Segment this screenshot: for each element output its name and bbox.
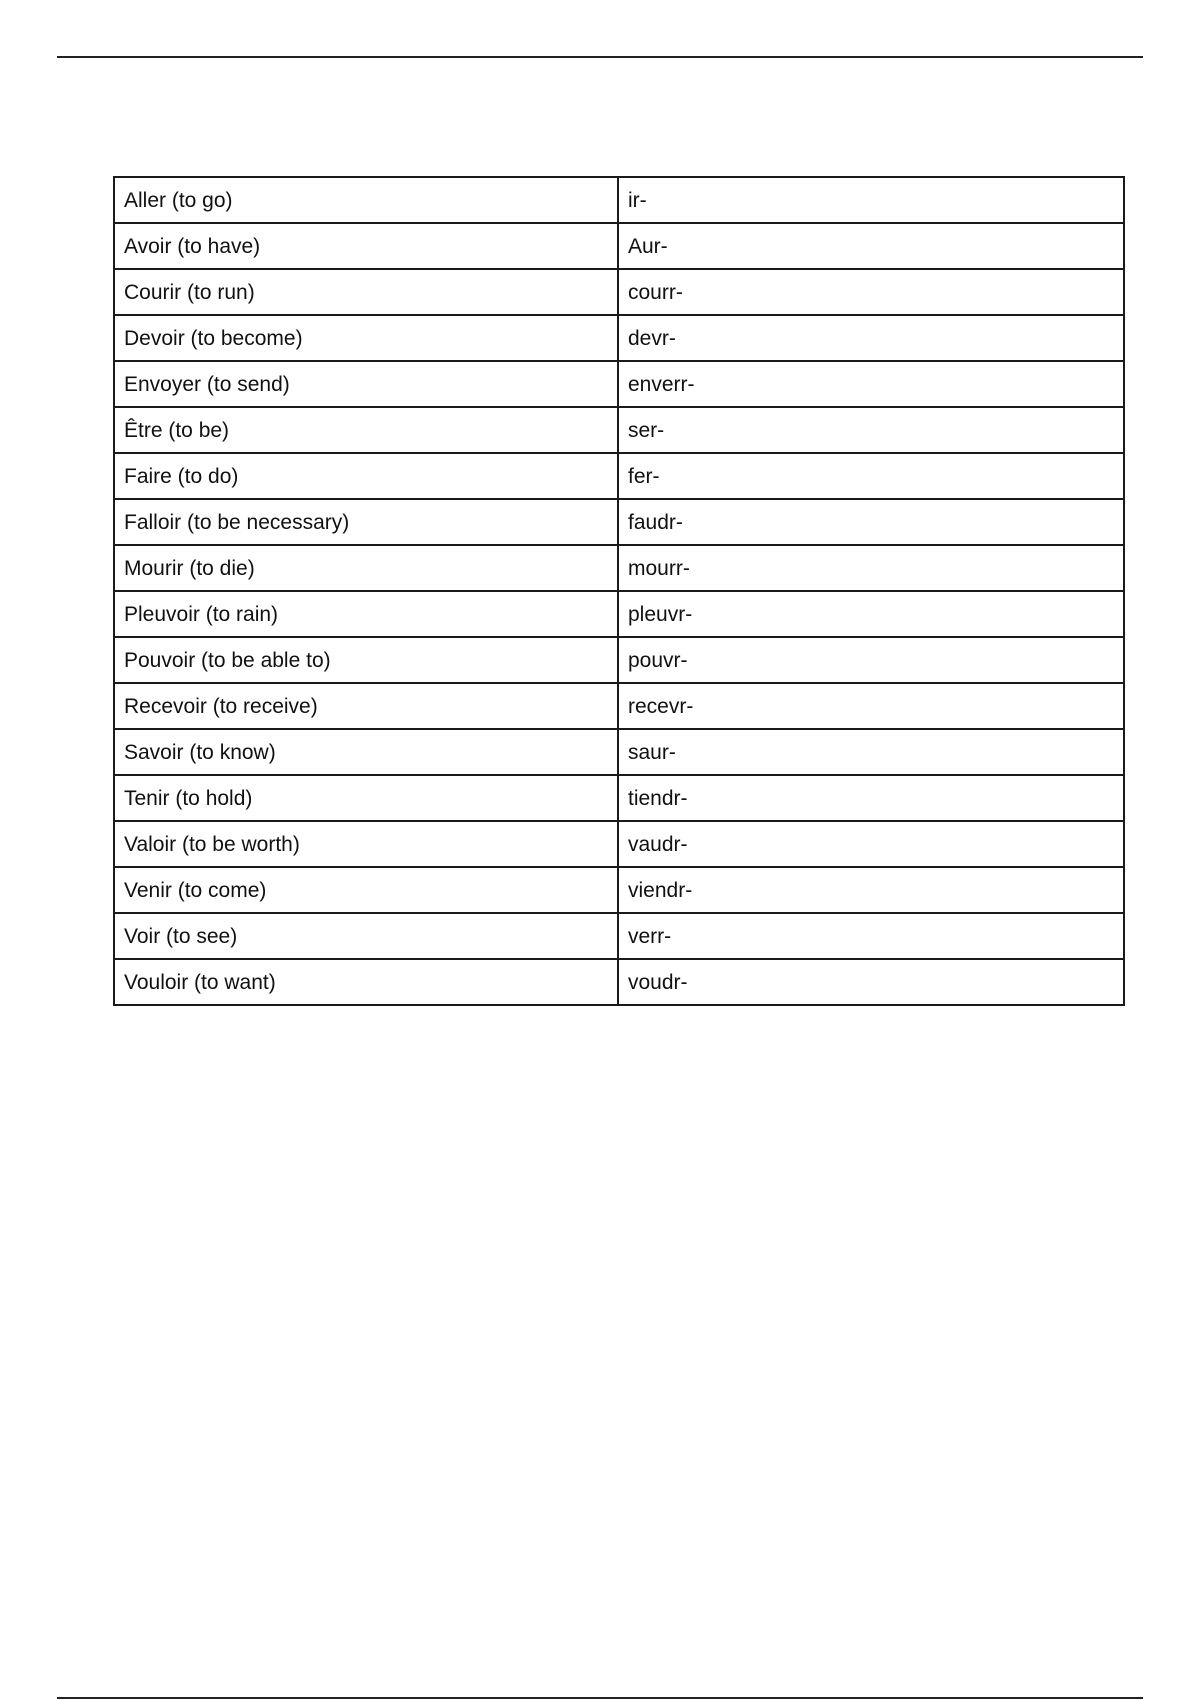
verb-cell: Envoyer (to send) <box>114 361 618 407</box>
verb-cell: Voir (to see) <box>114 913 618 959</box>
table-row <box>114 361 1124 407</box>
stem-cell: Aur- <box>618 223 1124 269</box>
stem-cell: enverr- <box>618 361 1124 407</box>
stem-cell: voudr- <box>618 959 1124 1005</box>
verb-cell: Mourir (to die) <box>114 545 618 591</box>
verb-cell: Valoir (to be worth) <box>114 821 618 867</box>
table-row <box>114 867 1124 913</box>
verb-cell: Devoir (to become) <box>114 315 618 361</box>
verb-cell: Aller (to go) <box>114 177 618 223</box>
stem-cell: recevr- <box>618 683 1124 729</box>
table-row <box>114 591 1124 637</box>
table-row <box>114 499 1124 545</box>
stem-cell: ir- <box>618 177 1124 223</box>
table-body <box>114 177 1124 1005</box>
verb-cell: Faire (to do) <box>114 453 618 499</box>
table-row <box>114 545 1124 591</box>
stem-cell: vaudr- <box>618 821 1124 867</box>
header-rule <box>57 56 1143 58</box>
stem-cell: faudr- <box>618 499 1124 545</box>
stem-cell: pleuvr- <box>618 591 1124 637</box>
stem-cell: courr- <box>618 269 1124 315</box>
table-row <box>114 269 1124 315</box>
table-row <box>114 407 1124 453</box>
stem-cell: mourr- <box>618 545 1124 591</box>
verb-cell: Courir (to run) <box>114 269 618 315</box>
footer-rule <box>57 1697 1143 1699</box>
table-row <box>114 223 1124 269</box>
stem-cell: viendr- <box>618 867 1124 913</box>
verb-cell: Tenir (to hold) <box>114 775 618 821</box>
verb-cell: Venir (to come) <box>114 867 618 913</box>
verb-cell: Vouloir (to want) <box>114 959 618 1005</box>
verb-cell: Avoir (to have) <box>114 223 618 269</box>
stem-cell: fer- <box>618 453 1124 499</box>
table-row <box>114 775 1124 821</box>
table-row <box>114 683 1124 729</box>
stem-cell: devr- <box>618 315 1124 361</box>
table-row <box>114 637 1124 683</box>
stem-cell: verr- <box>618 913 1124 959</box>
table-row <box>114 729 1124 775</box>
table-row <box>114 821 1124 867</box>
table-row <box>114 315 1124 361</box>
verb-cell: Être (to be) <box>114 407 618 453</box>
stem-cell: ser- <box>618 407 1124 453</box>
verb-cell: Recevoir (to receive) <box>114 683 618 729</box>
stem-cell: tiendr- <box>618 775 1124 821</box>
stem-cell: saur- <box>618 729 1124 775</box>
table-row <box>114 177 1124 223</box>
table-row <box>114 913 1124 959</box>
table-row <box>114 959 1124 1005</box>
verb-cell: Falloir (to be necessary) <box>114 499 618 545</box>
stem-cell: pouvr- <box>618 637 1124 683</box>
irregular-verb-stem-table <box>113 176 1125 1006</box>
verb-cell: Pouvoir (to be able to) <box>114 637 618 683</box>
verb-cell: Savoir (to know) <box>114 729 618 775</box>
verb-cell: Pleuvoir (to rain) <box>114 591 618 637</box>
table-row <box>114 453 1124 499</box>
